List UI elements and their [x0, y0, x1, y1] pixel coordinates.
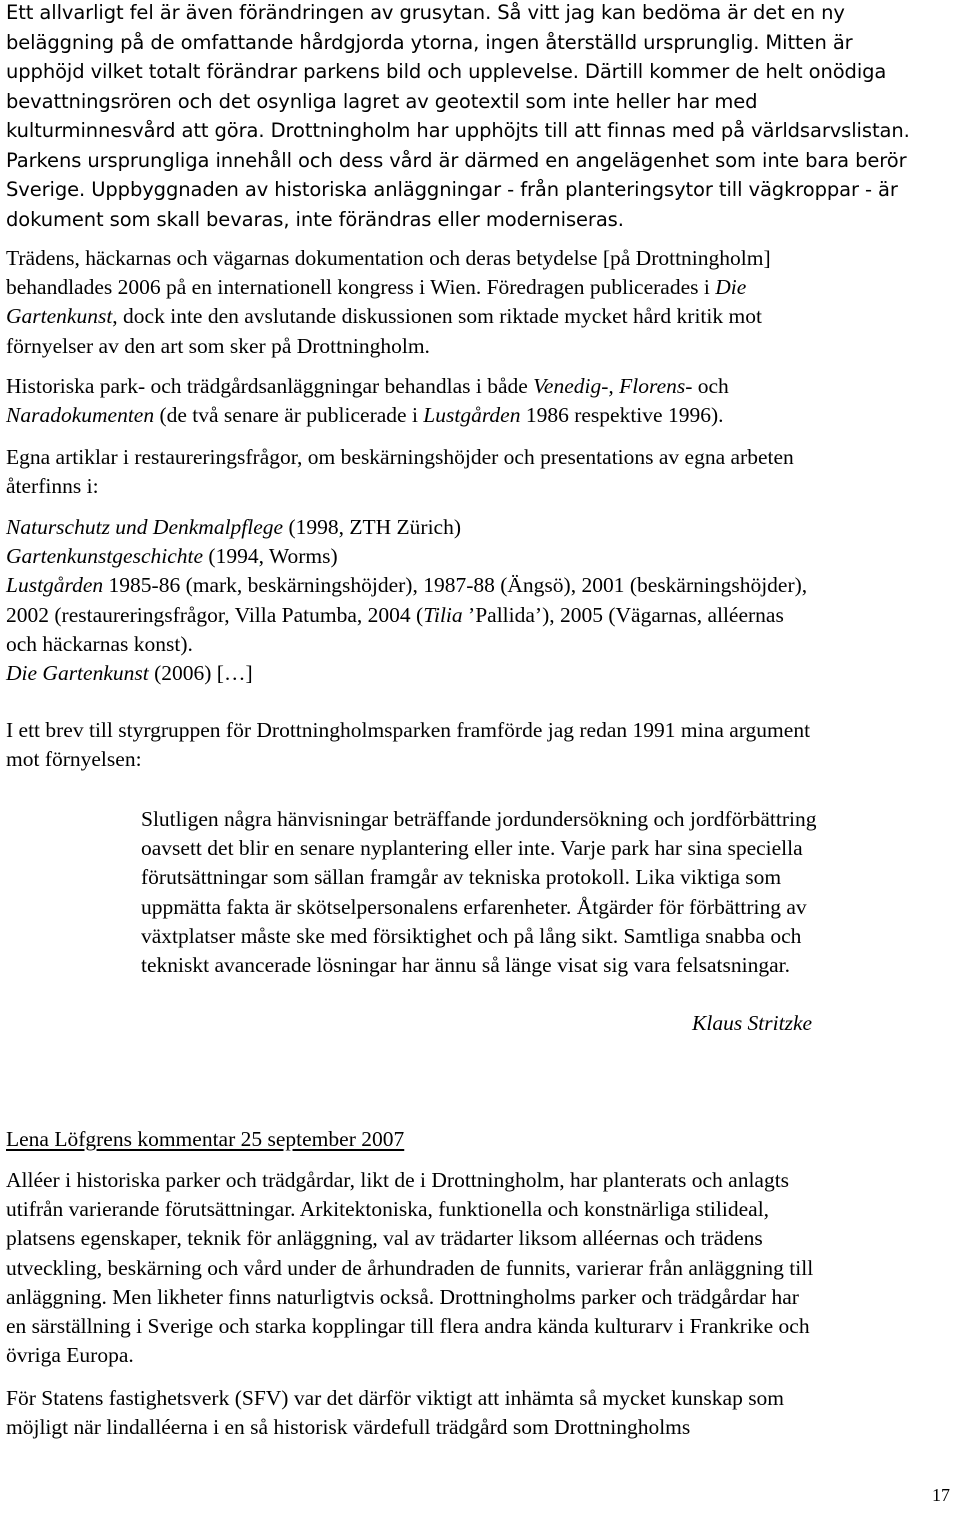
quote-line: växtplatser måste ske med försiktighet och på lång sikt. Samtliga snabba och [141, 923, 802, 948]
intro-line: beläggning på de omfattande hårdgjorda ytorna, ingen återställd ursprunglig. Mitten är [6, 30, 853, 54]
intro-line: kulturminnesvård att göra. Drottningholm har upphöjts till att finnas med på världsarvslistan. [6, 119, 910, 142]
title-em: Lustgården [423, 403, 521, 428]
intro-line: bevattningsrören och det osynliga lagret av geotextil som inte heller har med [6, 89, 758, 113]
reference-item [6, 601, 956, 630]
title-em: Gartenkunst [6, 304, 113, 329]
text-line [6, 273, 956, 302]
signature: Klaus Stritzke [692, 1011, 813, 1035]
page-number: 17 [932, 1485, 950, 1505]
text-line [6, 302, 956, 331]
intro-paragraph [6, 0, 956, 234]
intro-line: Parkens ursprungliga innehåll och dess vård är därmed en angelägenhet som inte bara berör [6, 148, 907, 172]
egna-paragraph [6, 443, 956, 501]
title-em: Die Gartenkunst [6, 661, 149, 686]
text-line: Alléer i historiska parker och trädgårdar, likt de i Drottningholm, har planterats och anlagts [6, 1168, 790, 1192]
reference-item [6, 542, 956, 571]
text-line [6, 401, 956, 430]
brev-paragraph [6, 716, 956, 774]
title-em: Tilia [423, 602, 463, 627]
text-run: (2006) […] [148, 661, 253, 686]
title-em: Naradokumenten [6, 403, 155, 428]
text-run: Historiska park- och trädgårdsanläggningar behandlas i både [6, 374, 534, 398]
text-run: ’Pallida’), 2005 (Vägarnas, alléernas [462, 602, 784, 627]
reference-item [6, 571, 956, 600]
title-em: Venedig-, Florens- [533, 374, 693, 398]
tradens-paragraph [6, 244, 956, 361]
text-line: platsens egenskaper, teknik för anläggning, val av trädarter liksom alléernas och trädens [6, 1226, 763, 1251]
title-em: Gartenkunstgeschichte [6, 544, 204, 569]
intro-line: dokument som skall bevaras, inte förändras eller moderniseras. [6, 207, 624, 231]
text-line: I ett brev till styrgruppen för Drottningholmsparken framförde jag redan 1991 mina argument [6, 718, 811, 742]
quote-line: oavsett det blir en senare nyplantering eller inte. Varje park har sina speciella [141, 836, 803, 861]
text-line: mot förnyelsen: [6, 747, 142, 772]
text-run: behandlades 2006 på en internationell kongress i Wien. Föredragen publicerades i [6, 275, 716, 300]
block-quote [141, 805, 931, 980]
text-line: För Statens fastighetsverk (SFV) var det därför viktigt att inhämta så mycket kunskap som [6, 1386, 785, 1410]
quote-line: uppmätta fakta är skötselpersonalens erfarenheter. Åtgärder för förbättring av [141, 894, 807, 919]
text-run: (1994, Worms) [203, 544, 338, 569]
text-line: möjligt när lindalléerna i en så historisk värdefull trädgård som Drottningholms [6, 1415, 691, 1440]
text-line: Trädens, häckarnas och vägarnas dokumentation och deras betydelse [på Drottningholm] [6, 246, 771, 270]
intro-line: Ett allvarligt fel är även förändringen av grusytan. Så vitt jag kan bedöma är det en ny [6, 1, 845, 24]
intro-line: Sverige. Uppbyggnaden av historiska anläggningar - från planteringsytor till vägkroppar - är [6, 178, 898, 201]
reference-item: och häckarnas konst). [6, 631, 193, 656]
title-em: Die [715, 275, 747, 300]
text-run: (1998, ZTH Zürich) [283, 515, 461, 539]
reference-item [6, 513, 956, 542]
text-run: 2002 (restaureringsfrågor, Villa Patumba, 2004 ( [6, 602, 424, 627]
alleer-paragraph [6, 1166, 956, 1370]
reference-item [6, 659, 956, 688]
text-line: Egna artiklar i restaureringsfrågor, om beskärningshöjder och presentations av egna arbeten [6, 445, 794, 469]
text-line: utveckling, beskärning och vård under de århundraden de funnits, varierar från anläggning till [6, 1255, 814, 1280]
title-em: Naturschutz und Denkmalpflege [6, 515, 284, 539]
text-line: återfinns i: [6, 474, 99, 499]
text-line: övriga Europa. [6, 1343, 134, 1368]
quote-line: förutsättningar som sällan framgår av tekniska protokoll. Lika viktiga som [141, 865, 782, 890]
quote-line: Slutligen några hänvisningar beträffande jordundersökning och jordförbättring [141, 807, 817, 831]
text-line: utifrån varierande förutsättningar. Arkitektoniska, funktionella och konstnärliga stilideal, [6, 1197, 770, 1222]
title-em: Lustgården [6, 573, 104, 598]
comment-heading: Lena Löfgrens kommentar 25 september 2007 [6, 1127, 405, 1151]
text-run: och [692, 374, 729, 398]
text-run: 1985-86 (mark, beskärningshöjder), 1987-88 (Ängsö), 2001 (beskärningshöjder), [103, 573, 808, 598]
text-run: 1986 respektive 1996). [520, 403, 724, 428]
intro-line: upphöjd vilket totalt förändrar parkens bild och upplevelse. Därtill kommer de helt onödiga [6, 60, 887, 83]
text-line: förnyelser av den art som sker på Drottningholm. [6, 333, 430, 358]
historiska-paragraph [6, 372, 956, 430]
reference-list [6, 513, 956, 688]
text-run: (de två senare är publicerade i [154, 403, 424, 428]
sfv-paragraph [6, 1384, 956, 1442]
text-line: anläggning. Men likheter finns naturligtvis också. Drottningholms parker och trädgårdar har [6, 1284, 799, 1309]
text-line: en särställning i Sverige och starka kopplingar till flera andra kända kulturarv i Frankrike och [6, 1314, 810, 1339]
quote-line: tekniskt avancerade lösningar har ännu så länge visat sig vara felsatsningar. [141, 953, 790, 978]
text-run: , dock inte den avslutande diskussionen som riktade mycket hård kritik mot [112, 304, 762, 329]
text-line [6, 372, 956, 401]
